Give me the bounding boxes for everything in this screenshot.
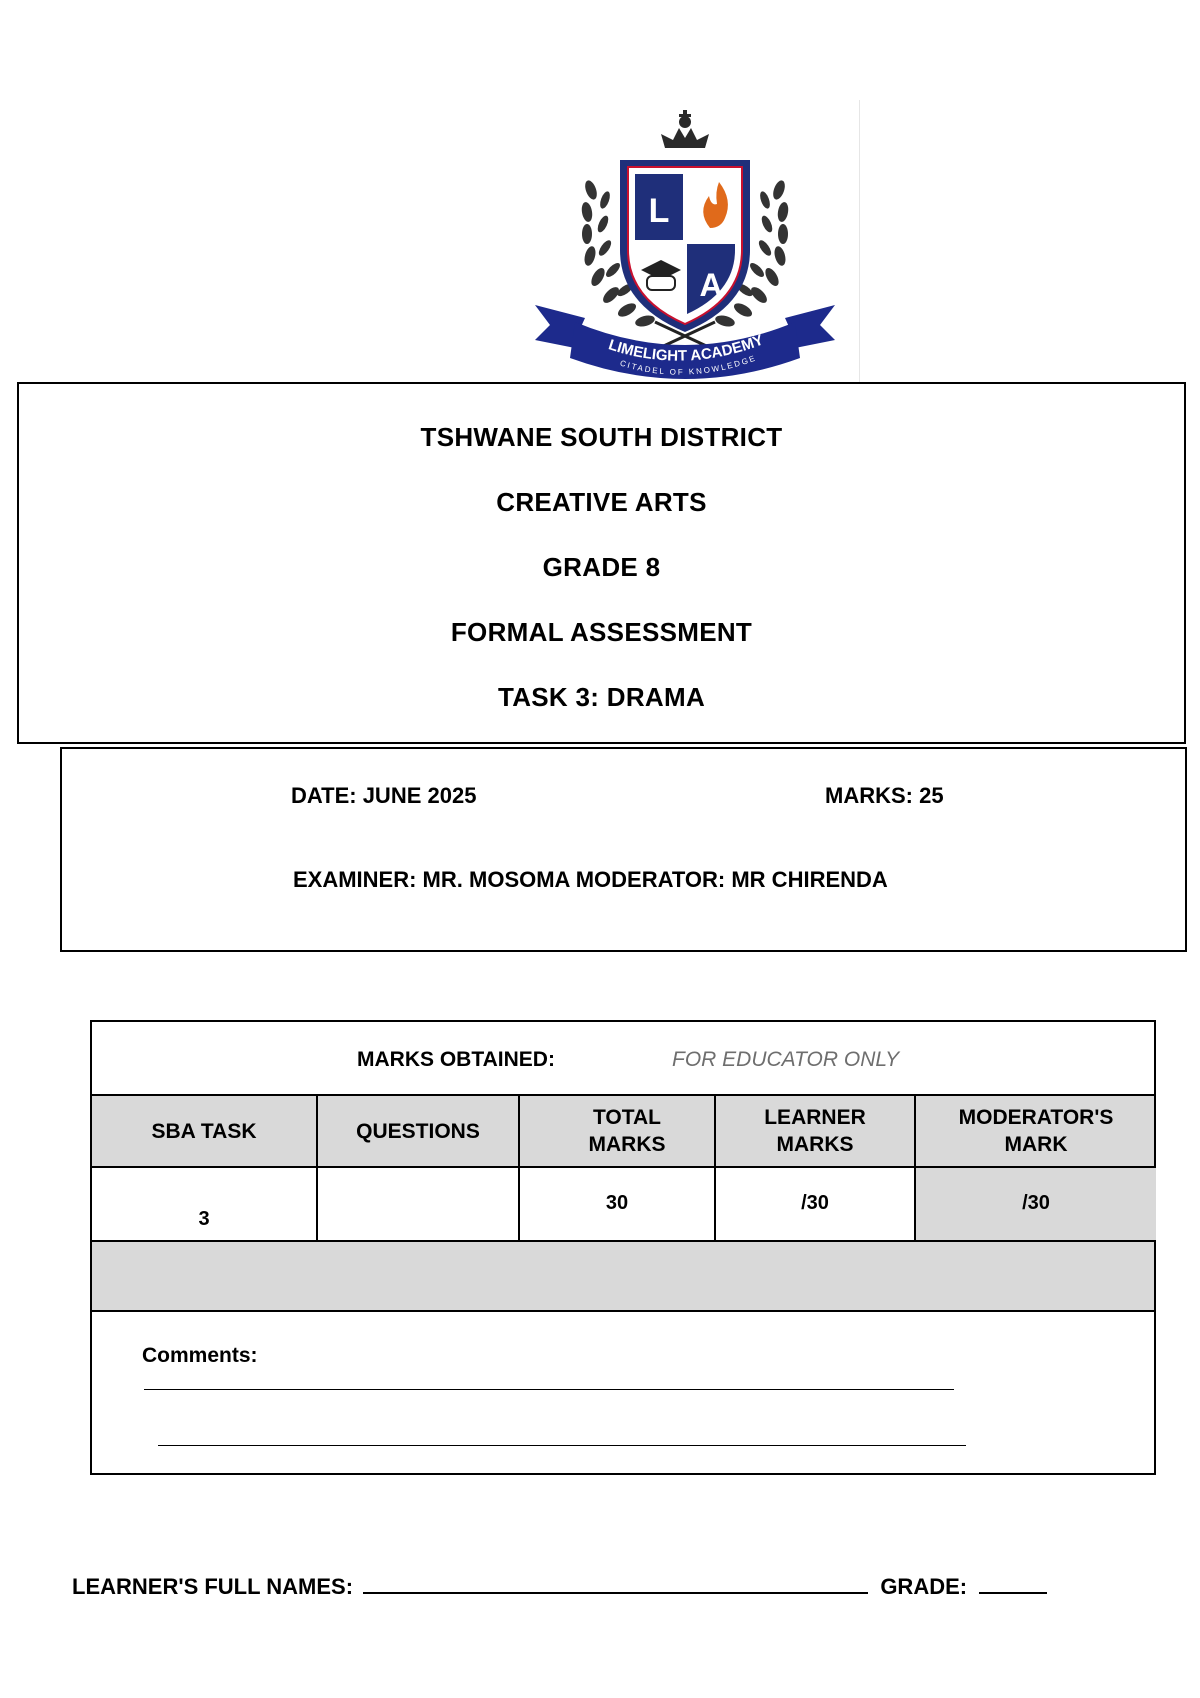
marks-obtained-label: MARKS OBTAINED: xyxy=(357,1048,555,1071)
educator-only-note: FOR EDUCATOR ONLY xyxy=(672,1048,900,1071)
table-cell[interactable] xyxy=(716,1168,916,1240)
table-cell[interactable] xyxy=(916,1168,1156,1240)
assessment-title: FORMAL ASSESSMENT xyxy=(450,617,753,647)
header-cell xyxy=(916,1096,1156,1166)
moderators-mark-header: MODERATOR'S MARK xyxy=(958,1106,1114,1156)
marks-text: MARKS: 25 xyxy=(825,783,944,808)
info-box xyxy=(60,747,1187,952)
grade-title: GRADE 8 xyxy=(542,552,661,582)
district-title: TSHWANE SOUTH DISTRICT xyxy=(420,422,783,452)
marks-table xyxy=(90,1020,1156,1475)
sba-task-value: 3 xyxy=(198,1208,210,1230)
grade-blank[interactable] xyxy=(979,1572,1047,1594)
shaded-row xyxy=(92,1242,1154,1312)
comments-line[interactable] xyxy=(158,1445,966,1446)
task-title: TASK 3: DRAMA xyxy=(497,682,706,712)
comments-line[interactable] xyxy=(144,1389,954,1390)
subject-title: CREATIVE ARTS xyxy=(496,487,707,517)
marks-obtained-row xyxy=(92,1022,1154,1096)
logo-divider xyxy=(859,100,860,382)
table-cell xyxy=(92,1168,318,1240)
crest-icon xyxy=(505,100,865,382)
grade-label: GRADE: xyxy=(880,1574,968,1599)
learner-names-label: LEARNER'S FULL NAMES: xyxy=(72,1574,354,1599)
date-text: DATE: JUNE 2025 xyxy=(291,783,477,808)
sba-task-header: SBA TASK xyxy=(151,1120,257,1143)
questions-header: QUESTIONS xyxy=(356,1120,480,1143)
table-cell[interactable] xyxy=(318,1168,520,1240)
header-cell xyxy=(716,1096,916,1166)
learner-marks-header: LEARNER MARKS xyxy=(764,1106,866,1156)
table-cell xyxy=(520,1168,716,1240)
comments-label: Comments: xyxy=(142,1344,258,1367)
header-cell xyxy=(318,1096,520,1166)
total-marks-value: 30 xyxy=(605,1192,629,1214)
svg-text:L: L xyxy=(648,192,670,230)
school-logo xyxy=(505,100,865,382)
total-marks-header: TOTAL MARKS xyxy=(588,1106,666,1156)
examiner-moderator-text: EXAMINER: MR. MOSOMA MODERATOR: MR CHIRENDA xyxy=(293,867,888,892)
table-row xyxy=(92,1168,1154,1242)
svg-text:A: A xyxy=(699,267,723,303)
logo-motto: CITADEL OF KNOWLEDGE xyxy=(618,353,758,377)
learner-marks-value: /30 xyxy=(801,1192,829,1214)
learner-info-row xyxy=(72,1572,1047,1600)
table-header-row xyxy=(92,1096,1154,1168)
logo-name: LIMELIGHT ACADEMY xyxy=(606,331,766,365)
header-cell xyxy=(92,1096,318,1166)
learner-names-blank[interactable] xyxy=(363,1572,868,1594)
header-cell xyxy=(520,1096,716,1166)
moderators-mark-value: /30 xyxy=(1022,1192,1050,1214)
title-box xyxy=(17,382,1186,744)
